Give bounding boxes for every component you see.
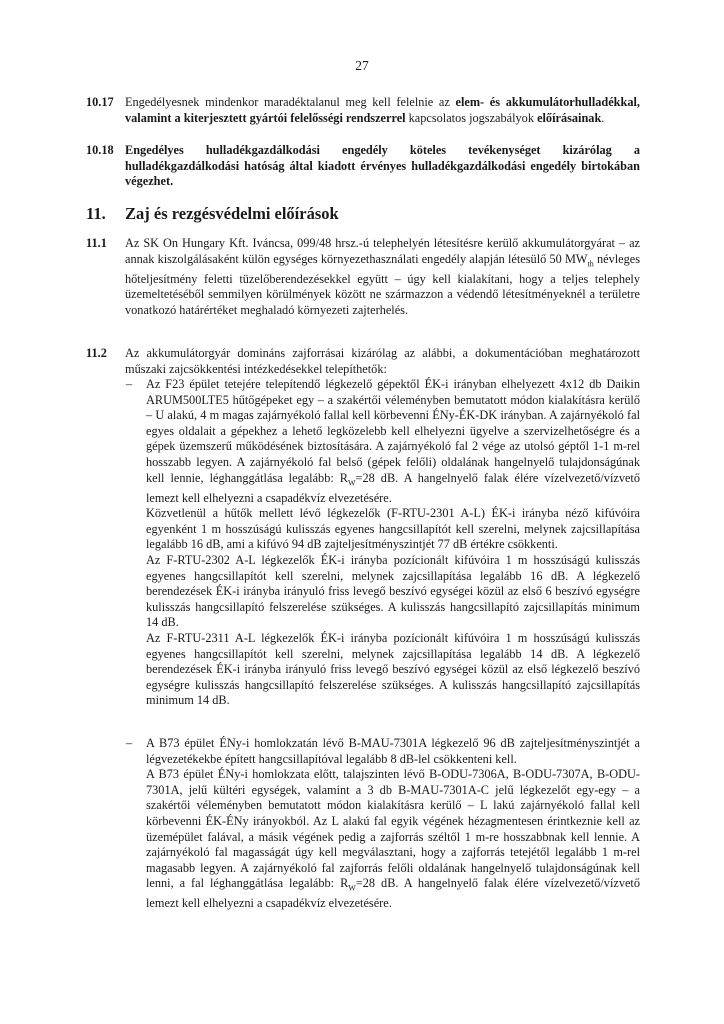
clause-text [125,236,640,318]
paragraph: Az F-RTU-2311 A-L légkezelők ÉK-i irányba pozícionált kifúvóira 1 m hosszúságú kulisszás egyenes hangcsillapítót kell szerelni, melynek zajcsillapítása legalább 14 dB. A légkezelő berendezések ÉK-i irányba irányuló friss levegő beszívó egységei közül az első légkezelő beszívó egységre kulisszás hangcsillapító felszerelése szükséges. A kulisszás hangcsillapító zajcsillapítás minimum 14 dB. [146,630,640,708]
paragraph: Az F-RTU-2302 A-L légkezelők ÉK-i irányba pozícionált kifúvóira 1 m hosszúságú kulisszás egyenes hangcsillapítót kell szerelni, melynek zajcsillapítása legalább 16 dB. A légkezelő berendezések ÉK-i irányba irányuló friss levegő beszívó egységei közül az első 6 beszívó egységre kulisszás hangcsillapító felszerelése szükséges. A kulisszás hangcsillapító zajcsillapítás minimum 14 dB. [146,552,640,630]
clause-number: 10.17 [86,95,114,109]
clause-10-17 [86,95,640,126]
page-number: 27 [355,58,369,73]
text-run: Az F23 épület tetejére telepítendő légkezelő gépektől ÉK-i irányban elhelyezett 4x12 db Daikin ARUM500LTE5 hűtőgépeket egy – a szakértői véleményben bemutatott módon kialakításra kerülő – U alakú, 4 m magas zajárnyékoló fallal kell körbevenni ÉNy-ÉK-DK irányban. A zajárnyékoló fal egyes oldalait a gépekhez a lehető legközelebb kell elhelyezni ügyelve a szervizelhetőségre és a gépek üzemszerű működésének biztosítására. A zajárnyékoló fal 2 vége az utolsó géptől 1-1 m-rel hosszabb legyen. A zajárnyékoló fal belső (gépek felőli) oldalának hangelnyelő tulajdonságúnak kell lennie, léghanggátlása legalább: R [146,377,640,485]
clause-number: 11.2 [86,346,107,360]
text-run: . [601,110,605,125]
text-run: Engedélyesnek mindenkor maradéktalanul meg kell felelnie az [125,95,456,109]
clause-10-18 [86,143,640,190]
bullet-item-b73 [126,736,640,912]
bullet-item-f23 [126,377,640,709]
subscript: W [348,883,356,893]
text-run: Az SK On Hungary Kft. Iváncsa, 099/48 hrsz.-ú telephelyén létesítésre kerülő akkumulátorgyárat – az annak kiszolgálásaként külön egységes környezethasználati engedély alapján létesülő 50 MW [125,236,640,266]
bullet-dash: – [126,377,133,391]
paragraph: Közvetlenül a hűtők mellett lévő légkezelők (F-RTU-2301 A-L) ÉK-i irányba néző kifúvóira egyenként 1 m hosszúságú kulisszás egyenes hangcsillapítót kell szerelni, melynek zajcsillapítása legalább 16 dB, ami a kifúvó 94 dB zajteljesítményszintjét 77 dB értékre csökkenti. [146,506,640,552]
clause-11-2 [86,346,640,377]
subscript: th [587,259,594,269]
section-title: Zaj és rezgésvédelmi előírások [125,204,339,223]
text-run: kapcsolatos jogszabályok [405,110,538,125]
clause-number: 11.1 [86,236,107,250]
section-number: 11. [86,204,106,223]
paragraph [146,767,640,912]
clause-text: Az akkumulátorgyár domináns zajforrásai kizárólag az alábbi, a dokumentációban meghatározott műszaki zajcsökkentési intézkedésekkel telepíthetők: [125,346,640,376]
text-run: =28 dB. A hangelnyelő falak élére vízelvezető/vízvető lemezt kell elhelyezni a csapadékvíz elvezetésére. [146,876,640,911]
clause-11-1 [86,236,640,318]
text-run: A B73 épület ÉNy-i homlokzata előtt, talajszinten lévő B-ODU-7306A, B-ODU-7307A, B-ODU-7301A, jelű kültéri egységek, valamint a 3 db B-MAU-7301A-C jelű légkezelőt egy-egy – a szakértői véleményben bemutatott módon kialakításra kerülő – L lakú zajárnyékoló fallal kell körbevenni ÉK-ÉNy irányokból. Az L alakú fal egyik végének hézagmentesen érintkeznie kell az üzemépület falával, a másik végének pedig a zajforrás széltől 1 m-re hosszabbnak kell lennie. A zajárnyékoló fal magasságát úgy kell megválasztani, hogy a zajforrás tetejétől legalább 1 m-rel magasabb legyen. A zajárnyékoló fal zajforrás felőli oldalának hangelnyelő tulajdonságúnak kell lenni, a fal léghanggátlása legalább: R [146,767,640,891]
subscript: W [347,478,356,488]
text-run: névleges hőteljesítmény feletti tüzelőberendezésekkel együtt – úgy kell kialakítani, hogy a teljes telephely üzemeltetéséből semmilyen körülmények között ne származzon a védendő létesítményeknél a területre vonatkozó határértéket meghaladó környezeti zajterhelés. [125,251,640,317]
bullet-dash: – [126,736,133,750]
text-run: =28 dB. A hangelnyelő falak élére vízelvezető/vízvető lemezt kell elhelyezni a csapadékvíz elvezetésére. [146,470,640,505]
bold-run: elem- és akkumulátorhulladékkal, valamint a kiterjesztett gyártói felelősségi rendszerrel [125,95,640,125]
section-heading [86,204,339,224]
clause-number: 10.18 [86,143,114,157]
clause-text [125,95,640,126]
paragraph [146,377,640,506]
bold-run: előírásainak [537,110,602,125]
paragraph: A B73 épület ÉNy-i homlokzatán lévő B-MAU-7301A légkezelő 96 dB zajteljesítményszintjét a légvezetékekbe épített hangcsillapítóval legalább 8 dB-lel csökkenteni kell. [146,736,640,766]
clause-text: Engedélyes hulladékgazdálkodási engedély köteles tevékenységet kizárólag a hulladékgazdálkodási hatóság által kiadott érvényes hulladékgazdálkodási engedély birtokában végezhet. [125,143,640,189]
